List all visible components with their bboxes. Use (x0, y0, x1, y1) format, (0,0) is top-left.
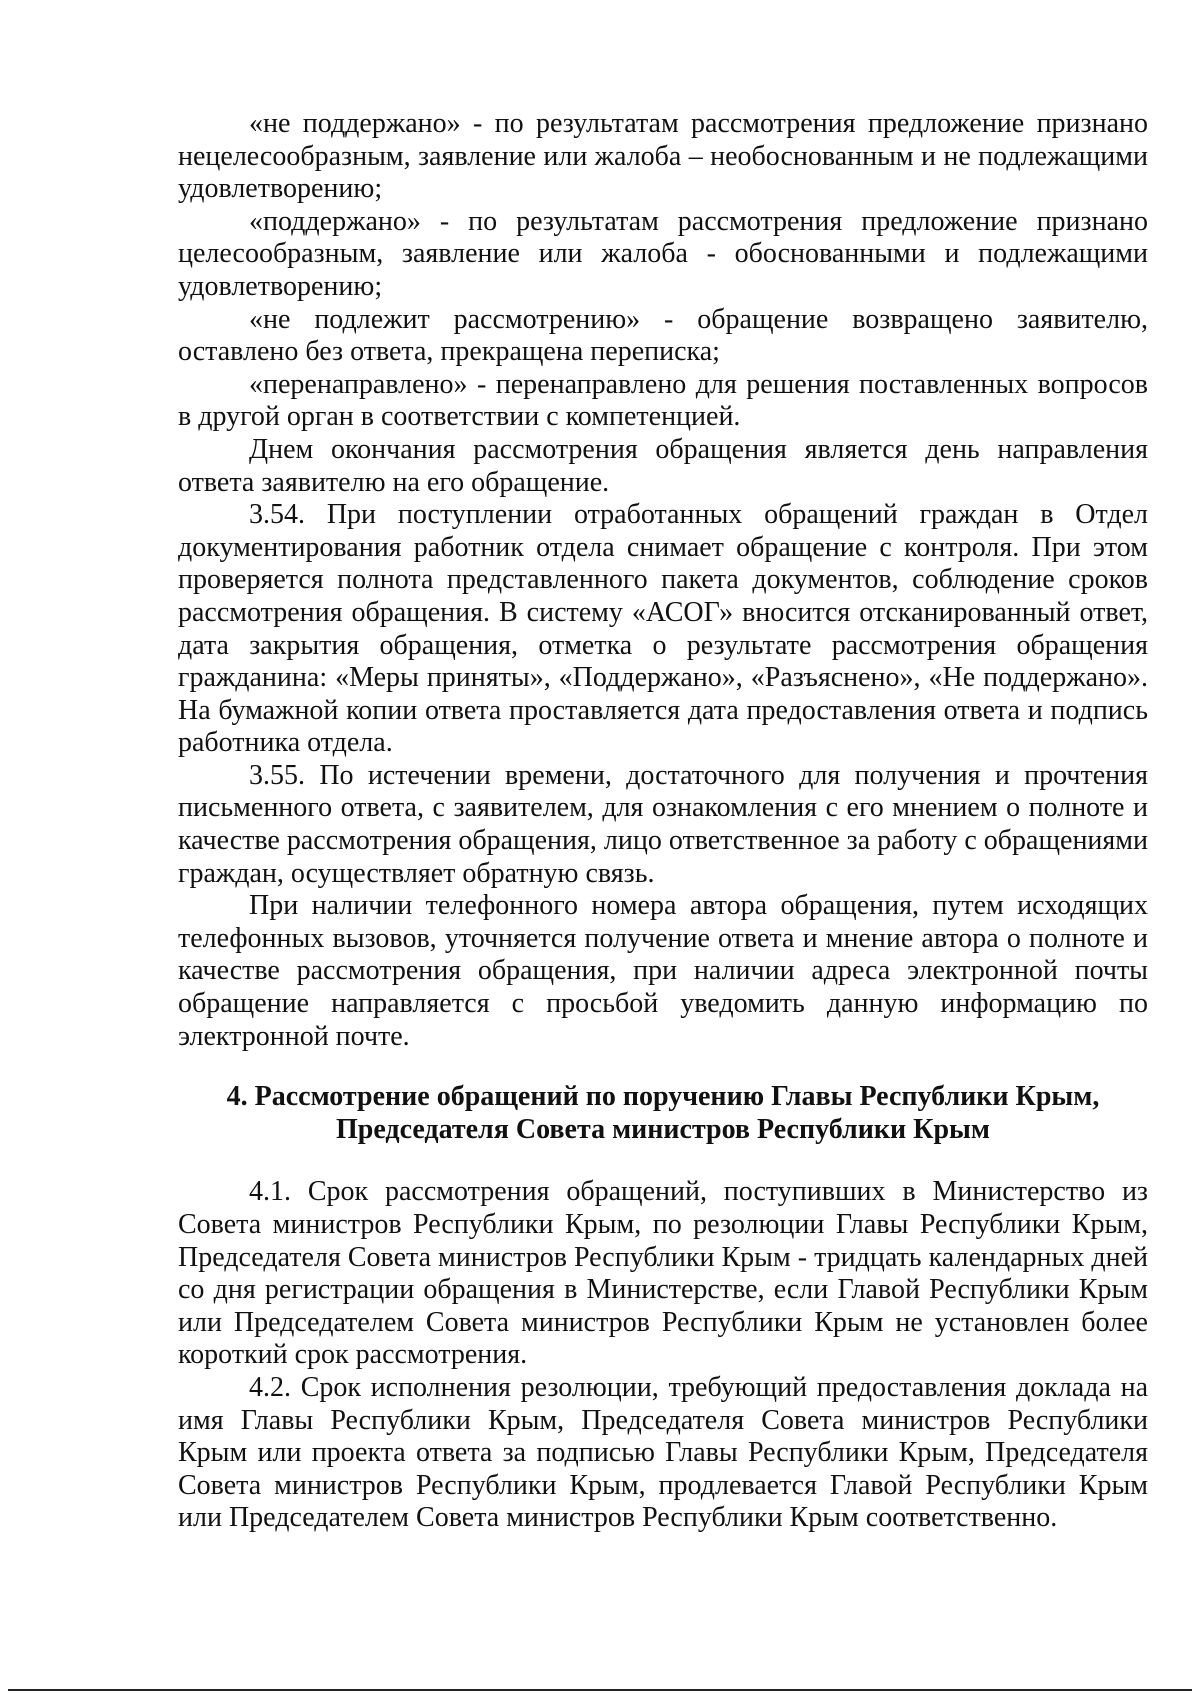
section-4-heading-line-1: 4. Рассмотрение обращений по поручению Главы Республики Крым, (226, 1081, 1100, 1113)
paragraph-end-date: Днем окончания рассмотрения обращения является день направления ответа заявителю на его обращение. (178, 433, 1148, 498)
paragraph-3-54: 3.54. При поступлении отработанных обращений граждан в Отдел документирования работник отдела снимает обращение с контроля. При этом проверяется полнота представленного пакета документов, соблюдение сроков рассмотрения обращения. В систему «АСОГ» вносится отсканированный ответ, дата закрытия обращения, отметка о результате рассмотрения обращения гражданина: «Меры приняты», «Поддержано», «Разъяснено», «Не поддержано». На бумажной копии ответа проставляется дата предоставления ответа и подпись работника отдела. (178, 499, 1148, 759)
paragraph-not-supported: «не поддержано» - по результатам рассмотрения предложение признано нецелесообразным, заявление или жалоба – необоснованным и не подлежащими удовлетворению; (178, 108, 1148, 205)
section-4-heading-line-2: Председателя Совета министров Республики Крым (336, 1113, 990, 1145)
paragraph-not-subject: «не подлежит рассмотрению» - обращение возвращено заявителю, оставлено без ответа, прекращена переписка; (178, 303, 1148, 368)
paragraph-4-1: 4.1. Срок рассмотрения обращений, поступивших в Министерство из Совета министров Республики Крым, по резолюции Главы Республики Крым, Председателя Совета министров Республики Крым - тридцать календарных дней со дня регистрации обращения в Министерстве, если Главой Республики Крым или Председателем Совета министров Республики Крым не установлен более короткий срок рассмотрения. (178, 1176, 1148, 1371)
section-4-heading (178, 1081, 1148, 1146)
paragraph-phone-feedback: При наличии телефонного номера автора обращения, путем исходящих телефонных вызовов, уточняется получение ответа и мнение автора о полноте и качестве рассмотрения обращения, при наличии адреса электронной почты обращение направляется с просьбой уведомить данную информацию по электронной почте. (178, 890, 1148, 1052)
paragraph-supported: «поддержано» - по результатам рассмотрения предложение признано целесообразным, заявление или жалоба - обоснованными и подлежащими удовлетворению; (178, 205, 1148, 302)
paragraph-3-55: 3.55. По истечении времени, достаточного для получения и прочтения письменного ответа, с заявителем, для ознакомления с его мнением о полноте и качестве рассмотрения обращения, лицо ответственное за работу с обращениями граждан, осуществляет обратную связь. (178, 759, 1148, 889)
paragraph-4-2: 4.2. Срок исполнения резолюции, требующий предоставления доклада на имя Главы Республики Крым, Председателя Совета министров Республики Крым или проекта ответа за подписью Главы Республики Крым, Председателя Совета министров Республики Крым, продлевается Главой Республики Крым или Председателем Совета министров Республики Крым соответственно. (178, 1371, 1148, 1534)
paragraph-redirected: «перенаправлено» - перенаправлено для решения поставленных вопросов в другой орган в соответствии с компетенцией. (178, 368, 1148, 433)
document-page (178, 108, 1148, 1535)
page-bottom-border (8, 1689, 1192, 1691)
